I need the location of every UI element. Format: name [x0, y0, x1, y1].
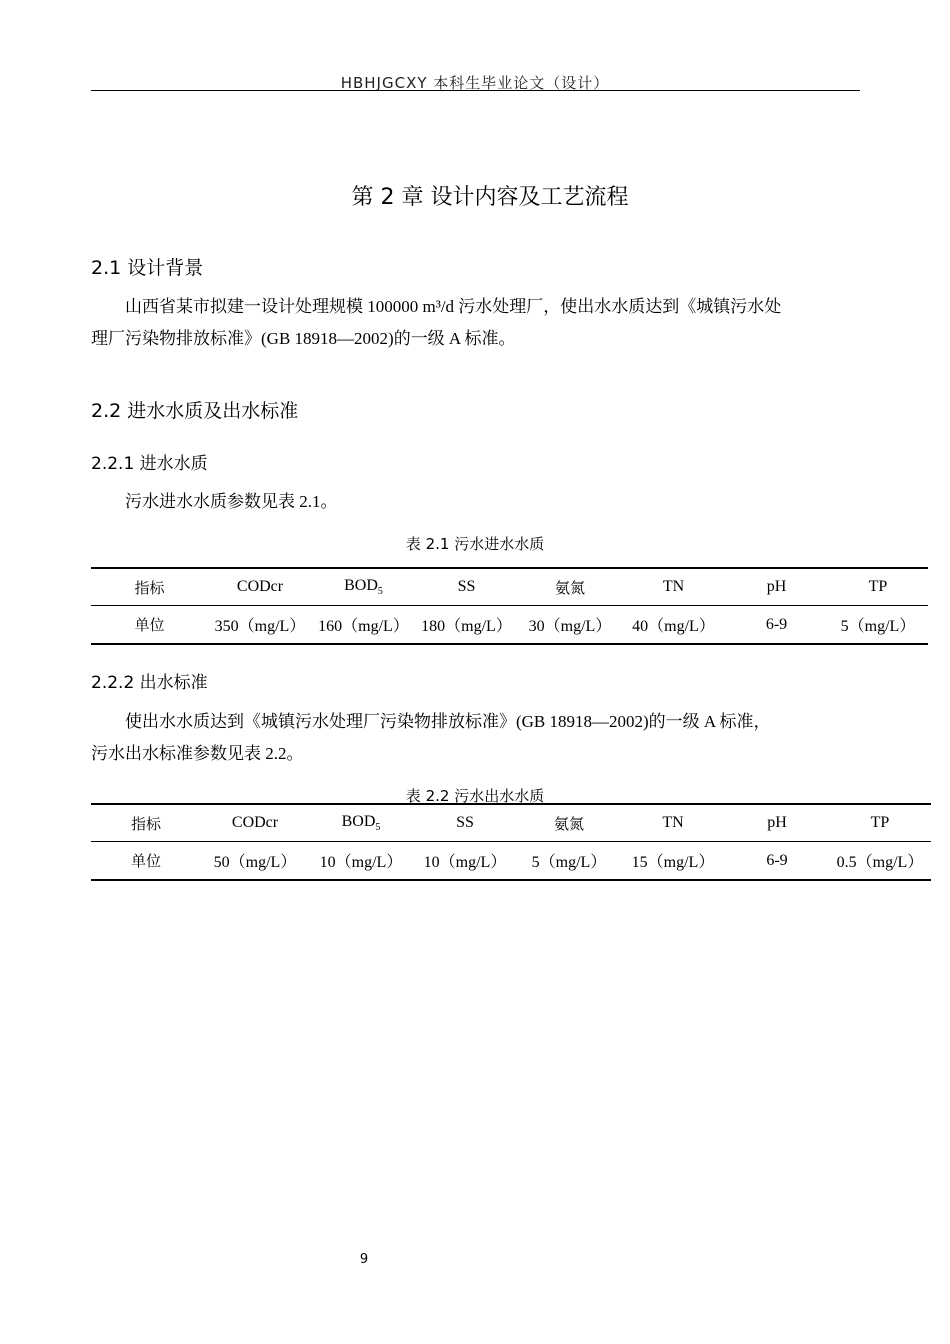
running-header: HBHJGCXY 本科生毕业论文（设计）	[340, 74, 610, 92]
header-cell: SS	[413, 804, 517, 842]
table-cell: 6-9	[725, 606, 828, 645]
header-cell: 氨氮	[518, 568, 622, 606]
page-number: 9	[359, 1252, 369, 1267]
table-caption-2-2: 表 2.2 污水出水水质	[405, 787, 545, 805]
header-cell: TN	[621, 804, 725, 842]
row-label: 单位	[91, 606, 208, 645]
header-cell: 指标	[91, 568, 208, 606]
table-cell: 10（mg/L）	[309, 842, 413, 881]
section-heading-2-1: 2.1 设计背景	[91, 257, 204, 279]
table-cell: 160（mg/L）	[312, 606, 415, 645]
header-cell: 氨氮	[517, 804, 621, 842]
header-cell: pH	[725, 804, 829, 842]
table-2-1	[91, 567, 928, 645]
header-cell: CODcr	[201, 804, 309, 842]
header-cell: TP	[829, 804, 931, 842]
section-heading-2-2-2: 2.2.2 出水标准	[91, 673, 208, 693]
section-2-2-2-paragraph	[91, 706, 866, 770]
header-cell: TP	[828, 568, 928, 606]
header-rule	[91, 90, 860, 91]
table-cell: 5（mg/L）	[517, 842, 621, 881]
table-cell: 50（mg/L）	[201, 842, 309, 881]
paragraph-line: 山西省某市拟建一设计处理规模 100000 m³/d 污水处理厂，使出水水质达到《城镇污水处	[125, 297, 782, 316]
header-cell: SS	[415, 568, 518, 606]
header-cell: pH	[725, 568, 828, 606]
table-header-row	[91, 804, 931, 842]
table-caption-2-1: 表 2.1 污水进水水质	[405, 535, 545, 553]
header-cell: 指标	[91, 804, 201, 842]
paragraph-line: 使出水水质达到《城镇污水处理厂污染物排放标准》(GB 18918—2002)的一级 A 标准，	[125, 712, 771, 731]
table-cell: 180（mg/L）	[415, 606, 518, 645]
table-2-2	[91, 803, 931, 881]
row-label: 单位	[91, 842, 201, 881]
header-cell: TN	[622, 568, 725, 606]
chapter-title: 第 2 章 设计内容及工艺流程	[351, 185, 629, 210]
paragraph-line: 污水出水标准参数见表 2.2。	[91, 744, 304, 763]
section-2-2-1-paragraph: 污水进水水质参数见表 2.1。	[125, 492, 338, 511]
table-cell: 30（mg/L）	[518, 606, 622, 645]
table-header-row	[91, 568, 928, 606]
section-heading-2-2: 2.2 进水水质及出水标准	[91, 400, 299, 422]
table-row	[91, 842, 931, 881]
table-cell: 0.5（mg/L）	[829, 842, 931, 881]
table-cell: 5（mg/L）	[828, 606, 928, 645]
header-cell: $BOD_5$	[309, 804, 413, 842]
paragraph-line: 理厂污染物排放标准》(GB 18918—2002)的一级 A 标准。	[91, 329, 516, 348]
section-2-1-paragraph	[91, 291, 866, 355]
header-cell: $BOD_5$	[312, 568, 415, 606]
table-row	[91, 606, 928, 645]
section-heading-2-2-1: 2.2.1 进水水质	[91, 454, 208, 474]
header-cell: CODcr	[208, 568, 312, 606]
table-cell: 10（mg/L）	[413, 842, 517, 881]
table-cell: 40（mg/L）	[622, 606, 725, 645]
table-cell: 15（mg/L）	[621, 842, 725, 881]
table-cell: 6-9	[725, 842, 829, 881]
table-cell: 350（mg/L）	[208, 606, 312, 645]
